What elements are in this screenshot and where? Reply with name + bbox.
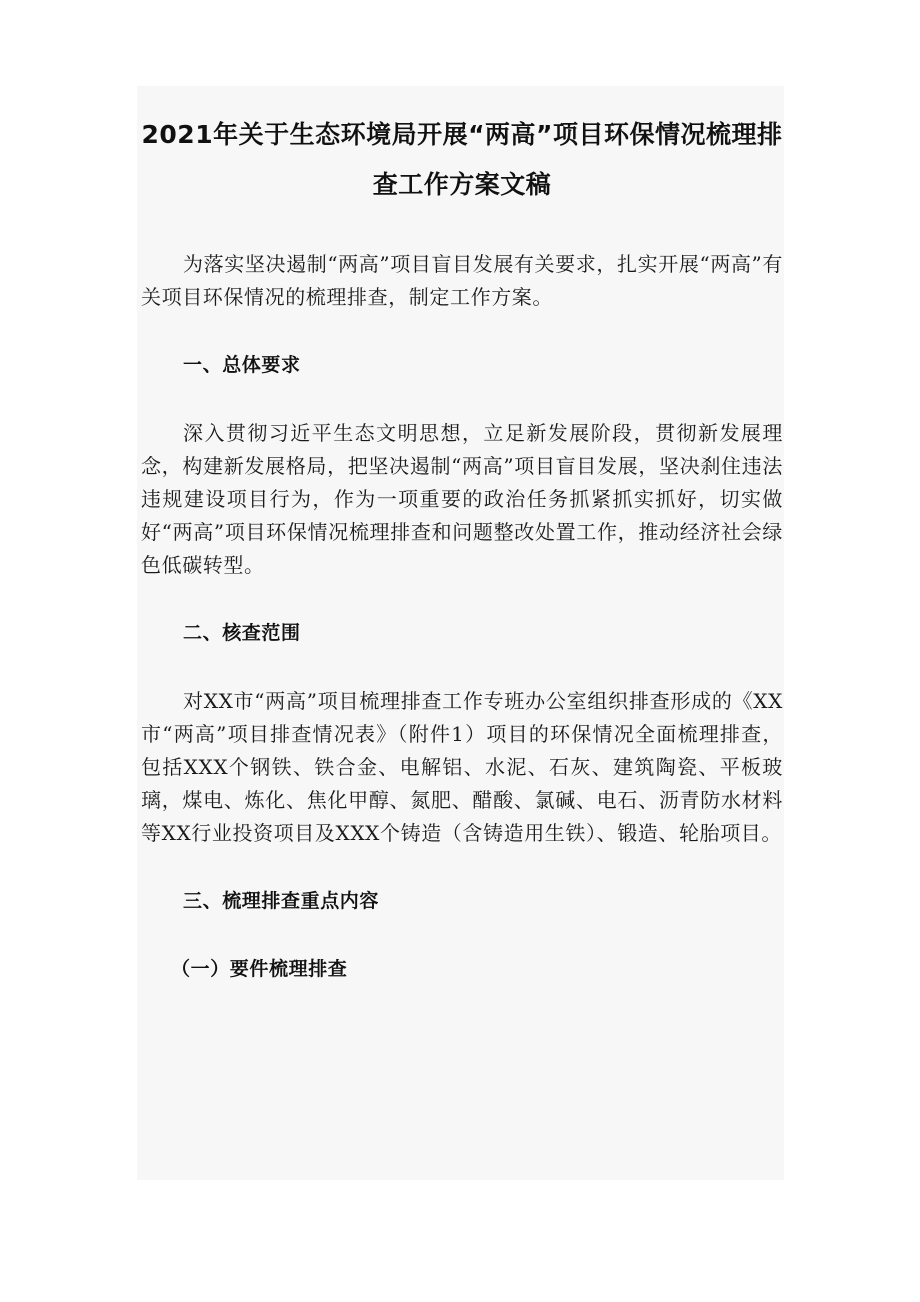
section-body-scope: 对XX市“两高”项目梳理排查工作专班办公室组织排查形成的《XX市“两高”项目排查情况表》（附件1）项目的环保情况全面梳理排查，包括XXX个钢铁、铁合金、电解铝、水泥、石灰、建筑陶瓷、平板玻璃，煤电、炼化、焦化甲醇、氮肥、醋酸、氯碱、电石、沥青防水材料等XX行业投资项目及XXX个铸造（含铸造用生铁）、锻造、轮胎项目。 xyxy=(141,689,783,845)
subsection-heading-document-review: （一）要件梳理排查 xyxy=(171,958,348,980)
document-title: 2021年关于生态环境局开展“两高”项目环保情况梳理排查工作方案文稿 xyxy=(141,120,783,199)
section-body-general-requirements: 深入贯彻习近平生态文明思想，立足新发展阶段，贯彻新发展理念，构建新发展格局，把坚决遏制“两高”项目盲目发展，坚决刹住违法违规建设项目行为，作为一项重要的政治任务抓紧抓实抓好，切实做好“两高”项目环保情况梳理排查和问题整改处置工作，推动经济社会绿色低碳转型。 xyxy=(141,421,783,577)
document-content xyxy=(141,110,783,986)
section-heading-key-content: 三、梳理排查重点内容 xyxy=(183,890,380,912)
section-heading-general-requirements: 一、总体要求 xyxy=(183,354,301,376)
intro-paragraph: 为落实坚决遏制“两高”项目盲目发展有关要求，扎实开展“两高”有关项目环保情况的梳理排查，制定工作方案。 xyxy=(141,252,783,309)
section-heading-scope: 二、核查范围 xyxy=(183,622,301,644)
